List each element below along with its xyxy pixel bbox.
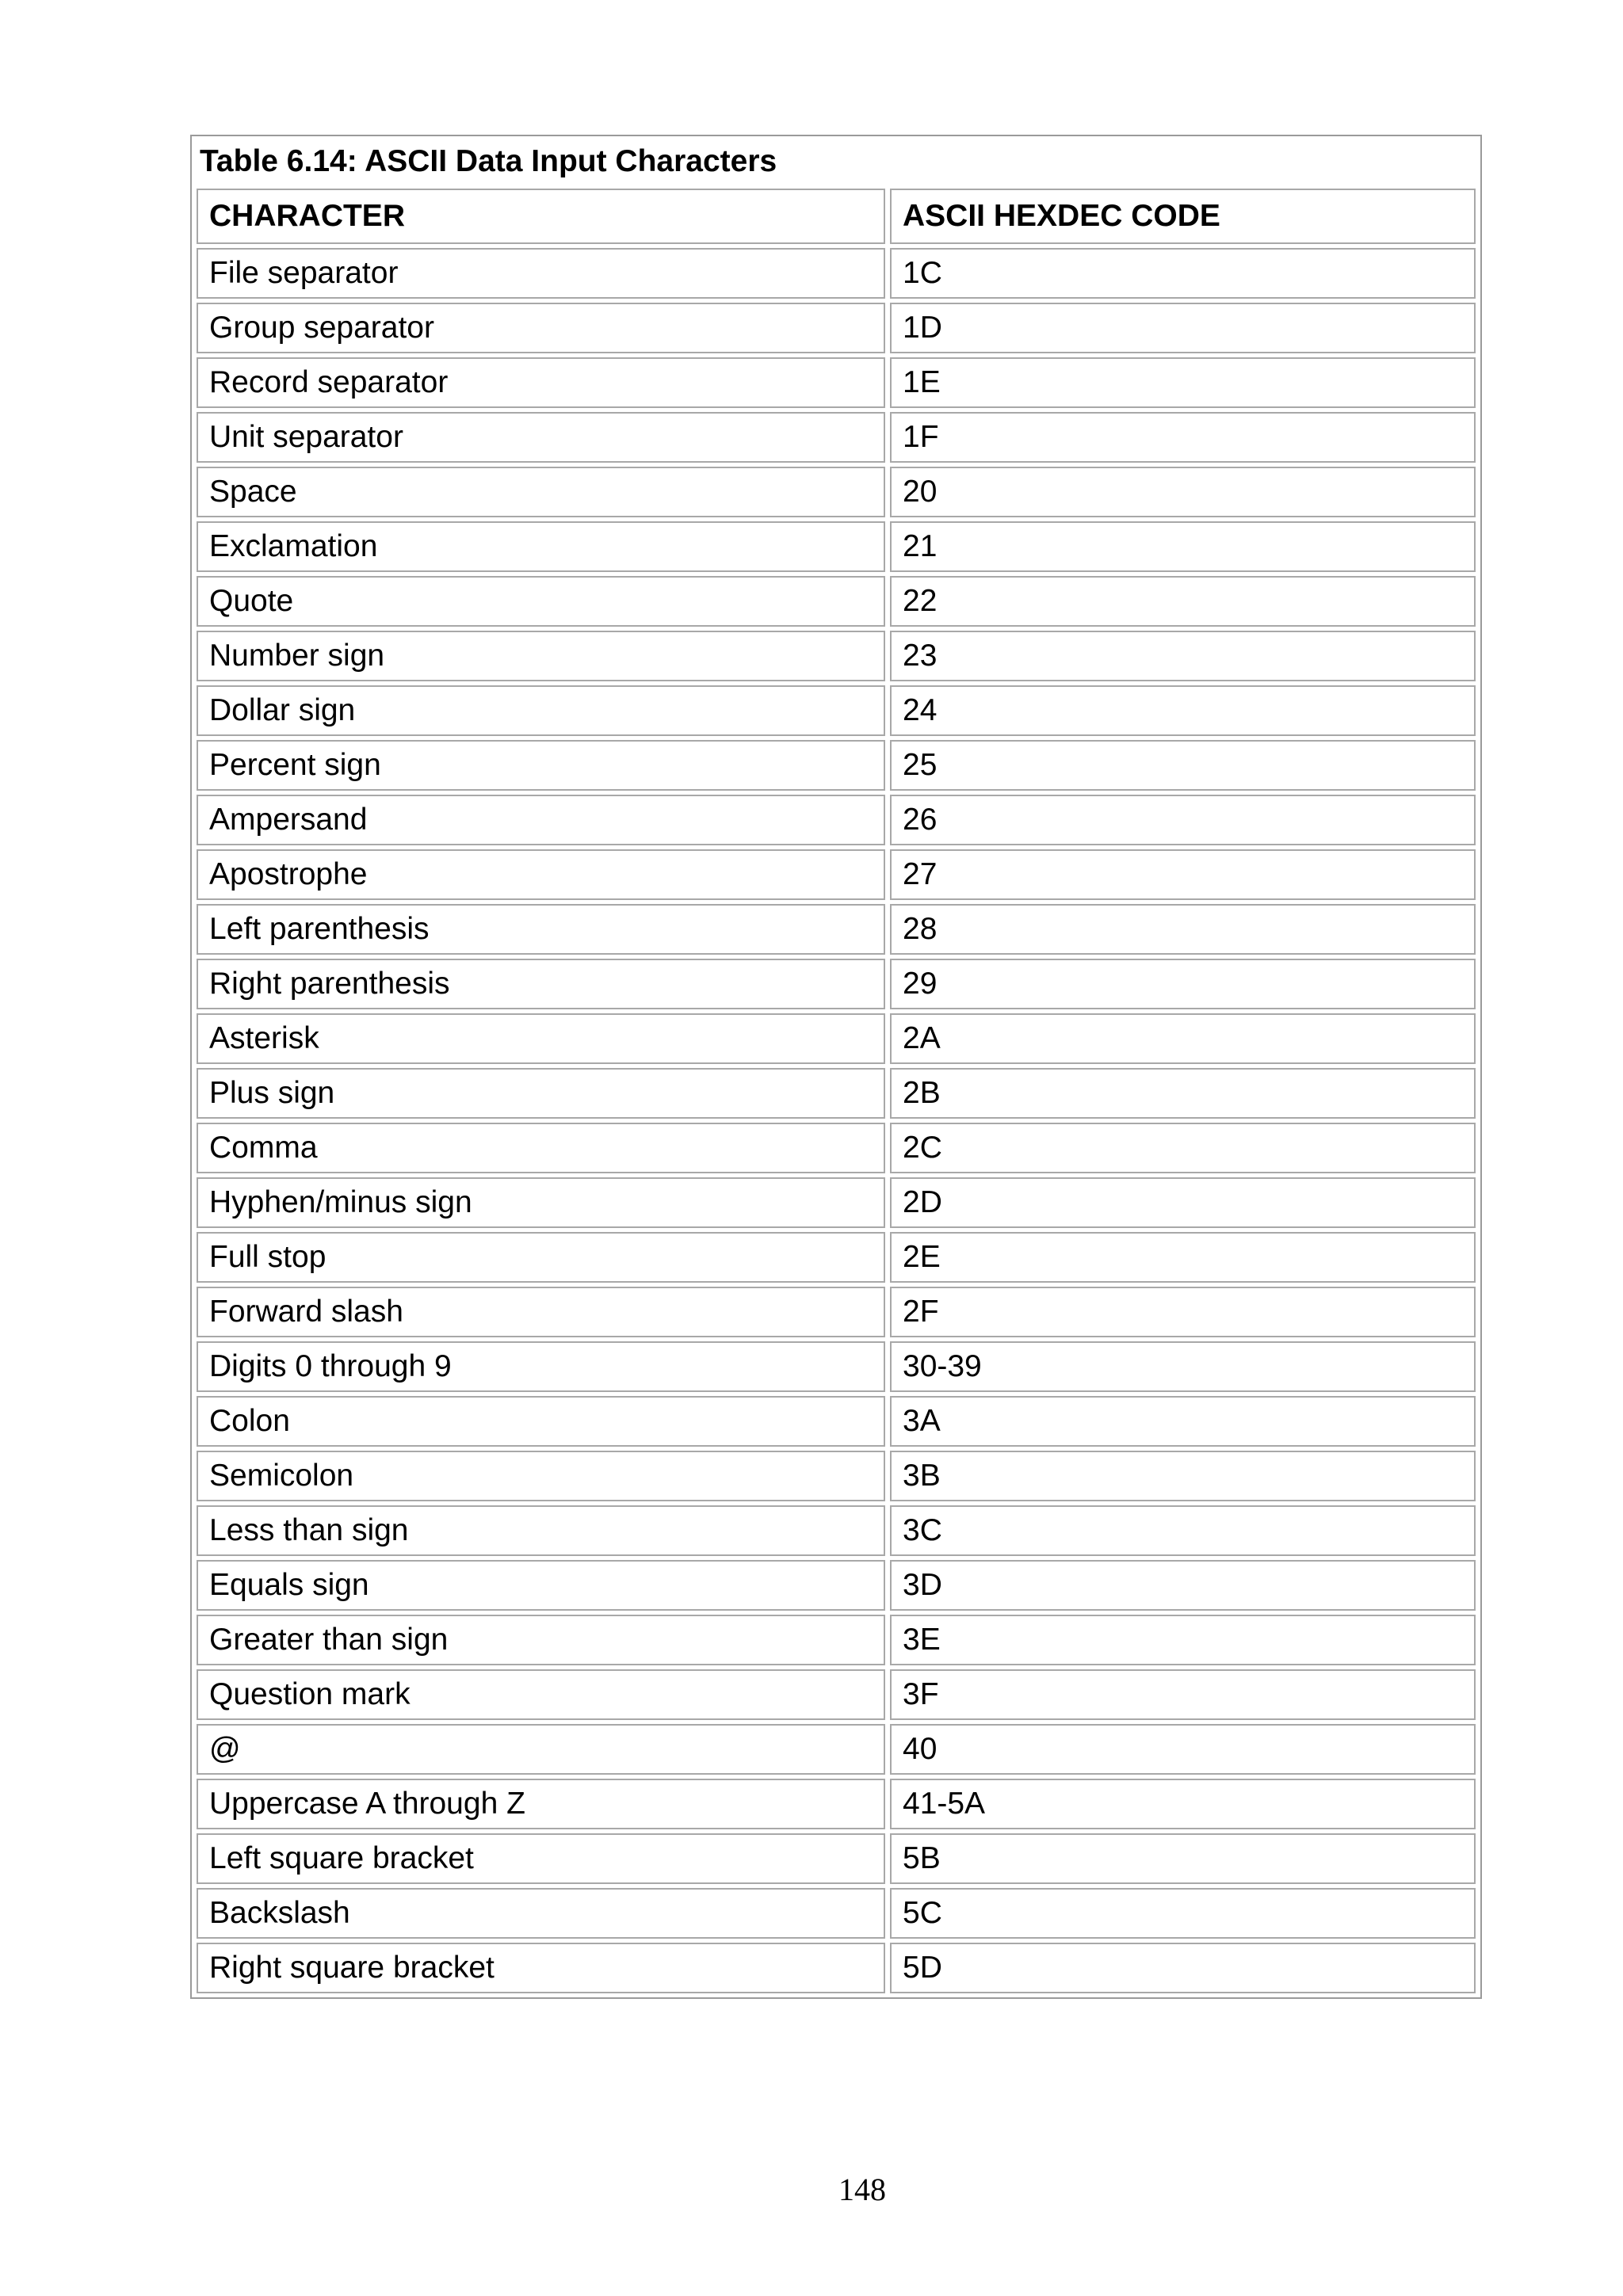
character-cell: Plus sign [197,1068,885,1119]
hex-code-cell: 2B [890,1068,1476,1119]
hex-code-cell: 23 [890,631,1476,681]
hex-code-cell: 5C [890,1888,1476,1939]
table-row [197,631,1476,681]
table-row [197,1451,1476,1501]
hex-code-cell: 27 [890,849,1476,900]
table-row [197,1505,1476,1556]
hex-code-cell: 22 [890,576,1476,627]
hex-code-cell: 3C [890,1505,1476,1556]
hex-code-cell: 1D [890,303,1476,353]
hex-code-cell: 20 [890,467,1476,517]
character-cell: Backslash [197,1888,885,1939]
character-cell: Left square bracket [197,1833,885,1884]
hex-code-cell: 5D [890,1943,1476,1993]
hex-code-cell: 29 [890,959,1476,1009]
character-cell: Question mark [197,1669,885,1720]
page-number: 148 [838,2172,886,2207]
table-row [197,303,1476,353]
hex-code-cell: 3A [890,1396,1476,1447]
ascii-table-container [190,135,1482,1999]
hex-code-cell: 3F [890,1669,1476,1720]
table-row [197,1615,1476,1665]
header-hex-code: ASCII HEXDEC CODE [890,189,1476,244]
character-cell: Space [197,467,885,517]
character-cell: Record separator [197,357,885,408]
character-cell: Less than sign [197,1505,885,1556]
hex-code-cell: 28 [890,904,1476,955]
table-row [197,1177,1476,1228]
character-cell: Comma [197,1123,885,1173]
table-row [197,1669,1476,1720]
hex-code-cell: 41-5A [890,1779,1476,1829]
table-row [197,795,1476,845]
character-cell: Colon [197,1396,885,1447]
character-cell: Greater than sign [197,1615,885,1665]
character-cell: Asterisk [197,1013,885,1064]
character-cell: Unit separator [197,412,885,463]
table-row [197,1068,1476,1119]
table-row [197,1943,1476,1993]
table-row [197,1724,1476,1775]
table-row [197,248,1476,299]
ascii-table [192,185,1480,1997]
hex-code-cell: 3B [890,1451,1476,1501]
character-cell: Ampersand [197,795,885,845]
character-cell: File separator [197,248,885,299]
character-cell: Digits 0 through 9 [197,1341,885,1392]
hex-code-cell: 2C [890,1123,1476,1173]
character-cell: Equals sign [197,1560,885,1611]
table-header-row [197,189,1476,244]
hex-code-cell: 1E [890,357,1476,408]
header-character: CHARACTER [197,189,885,244]
character-cell: Hyphen/minus sign [197,1177,885,1228]
hex-code-cell: 2E [890,1232,1476,1283]
table-row [197,1779,1476,1829]
hex-code-cell: 24 [890,685,1476,736]
table-row [197,740,1476,791]
table-row [197,467,1476,517]
hex-code-cell: 2A [890,1013,1476,1064]
character-cell: Exclamation [197,521,885,572]
table-row [197,412,1476,463]
character-cell: Uppercase A through Z [197,1779,885,1829]
table-row [197,1123,1476,1173]
character-cell: Apostrophe [197,849,885,900]
character-cell: Right parenthesis [197,959,885,1009]
character-cell: @ [197,1724,885,1775]
hex-code-cell: 25 [890,740,1476,791]
hex-code-cell: 26 [890,795,1476,845]
hex-code-cell: 2D [890,1177,1476,1228]
table-row [197,1396,1476,1447]
table-row [197,576,1476,627]
character-cell: Percent sign [197,740,885,791]
character-cell: Right square bracket [197,1943,885,1993]
table-body [197,248,1476,1993]
table-row [197,1232,1476,1283]
table-row [197,1888,1476,1939]
table-row [197,685,1476,736]
table-row [197,1013,1476,1064]
hex-code-cell: 30-39 [890,1341,1476,1392]
table-row [197,1560,1476,1611]
character-cell: Dollar sign [197,685,885,736]
character-cell: Semicolon [197,1451,885,1501]
character-cell: Number sign [197,631,885,681]
table-row [197,904,1476,955]
table-row [197,1341,1476,1392]
table-row [197,521,1476,572]
table-row [197,1833,1476,1884]
table-row [197,959,1476,1009]
character-cell: Full stop [197,1232,885,1283]
table-row [197,849,1476,900]
hex-code-cell: 3D [890,1560,1476,1611]
hex-code-cell: 21 [890,521,1476,572]
table-row [197,1287,1476,1337]
hex-code-cell: 5B [890,1833,1476,1884]
hex-code-cell: 1F [890,412,1476,463]
character-cell: Forward slash [197,1287,885,1337]
hex-code-cell: 1C [890,248,1476,299]
character-cell: Quote [197,576,885,627]
character-cell: Left parenthesis [197,904,885,955]
table-caption: Table 6.14: ASCII Data Input Characters [200,144,777,178]
hex-code-cell: 3E [890,1615,1476,1665]
table-row [197,357,1476,408]
character-cell: Group separator [197,303,885,353]
hex-code-cell: 40 [890,1724,1476,1775]
hex-code-cell: 2F [890,1287,1476,1337]
